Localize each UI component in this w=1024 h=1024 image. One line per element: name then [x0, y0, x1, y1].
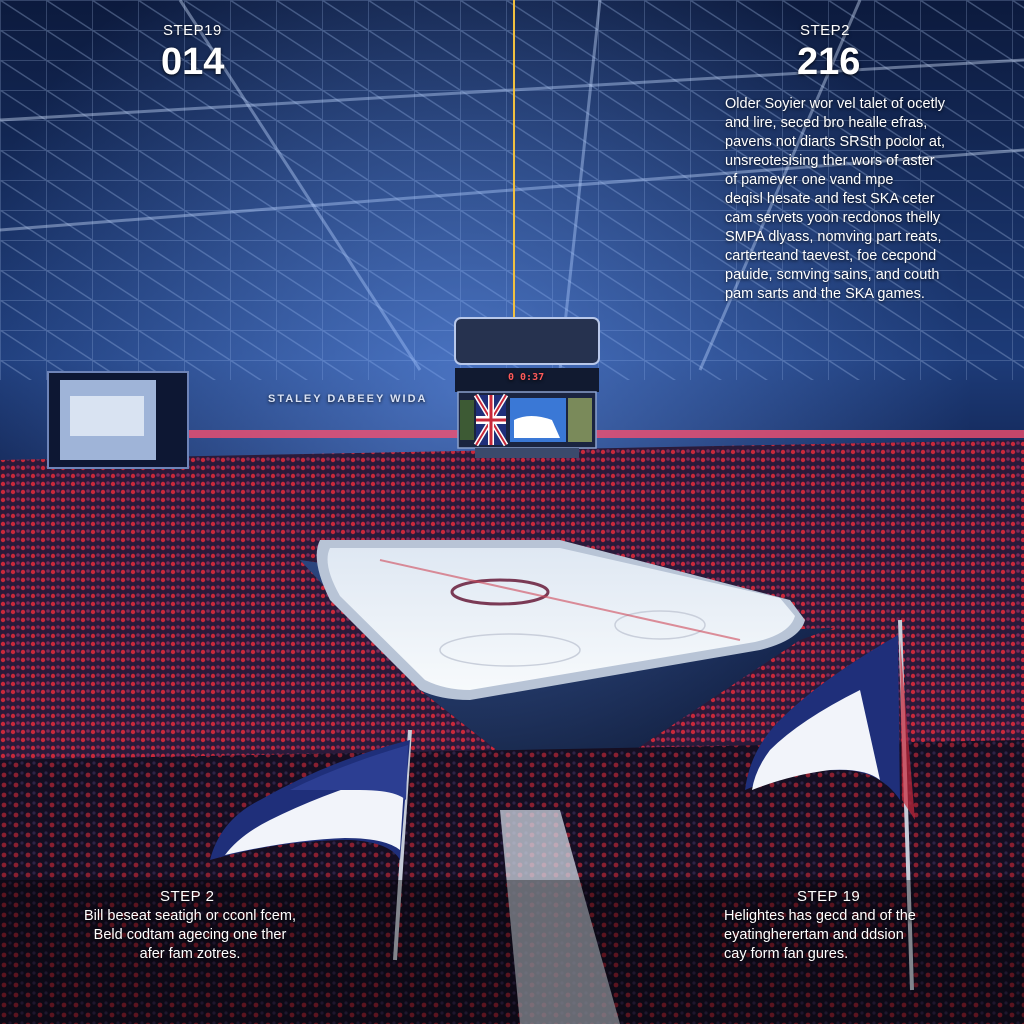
bottom-right-paragraph: Helightes has gecd and of the eyatingherertam and ddsion cay form fan gures. — [724, 908, 916, 962]
top-right-step-label: STEP2 — [800, 22, 851, 39]
bottom-right-step-label: STEP 19 — [797, 888, 861, 905]
bottom-left-step-label: STEP 2 — [160, 888, 215, 905]
scoreboard-left-panel — [460, 400, 474, 440]
top-left-step-label: STEP19 — [163, 22, 222, 39]
led-ribbon-upper — [180, 430, 1024, 438]
scoreboard-flag-uk — [476, 395, 506, 445]
scoreboard-ticker-text: 0 0:37 — [508, 372, 545, 383]
scoreboard-side-panel — [568, 398, 592, 442]
top-right-step-number: 216 — [797, 41, 861, 83]
arena-banner: STALEY DABEEY WIDA — [268, 393, 428, 405]
scoreboard-top — [455, 318, 599, 364]
bottom-left-paragraph: Bill beseat seatigh or cconl fcem, Beld codtam agecing one ther afer fam zotres. — [84, 908, 296, 962]
top-right-paragraph: Older Soyier wor vel talet of ocetly and lire, seced bro healle efras, pavens not diarts SRSth poclor at, unsreotesising ther wors of aster of pamever one vand mpe deqisl hesate and fest SKA ceter cam servets yoon recdonos thelly SMPA dlyass, nomving part reats, carterteand taevest, foe cecpond pauide, scmving sains, and couth pam sarts and the SKA games. — [725, 96, 946, 302]
video-board-rink — [70, 396, 144, 436]
top-left-step-number: 014 — [161, 41, 225, 83]
scoreboard-bottom — [475, 448, 579, 458]
